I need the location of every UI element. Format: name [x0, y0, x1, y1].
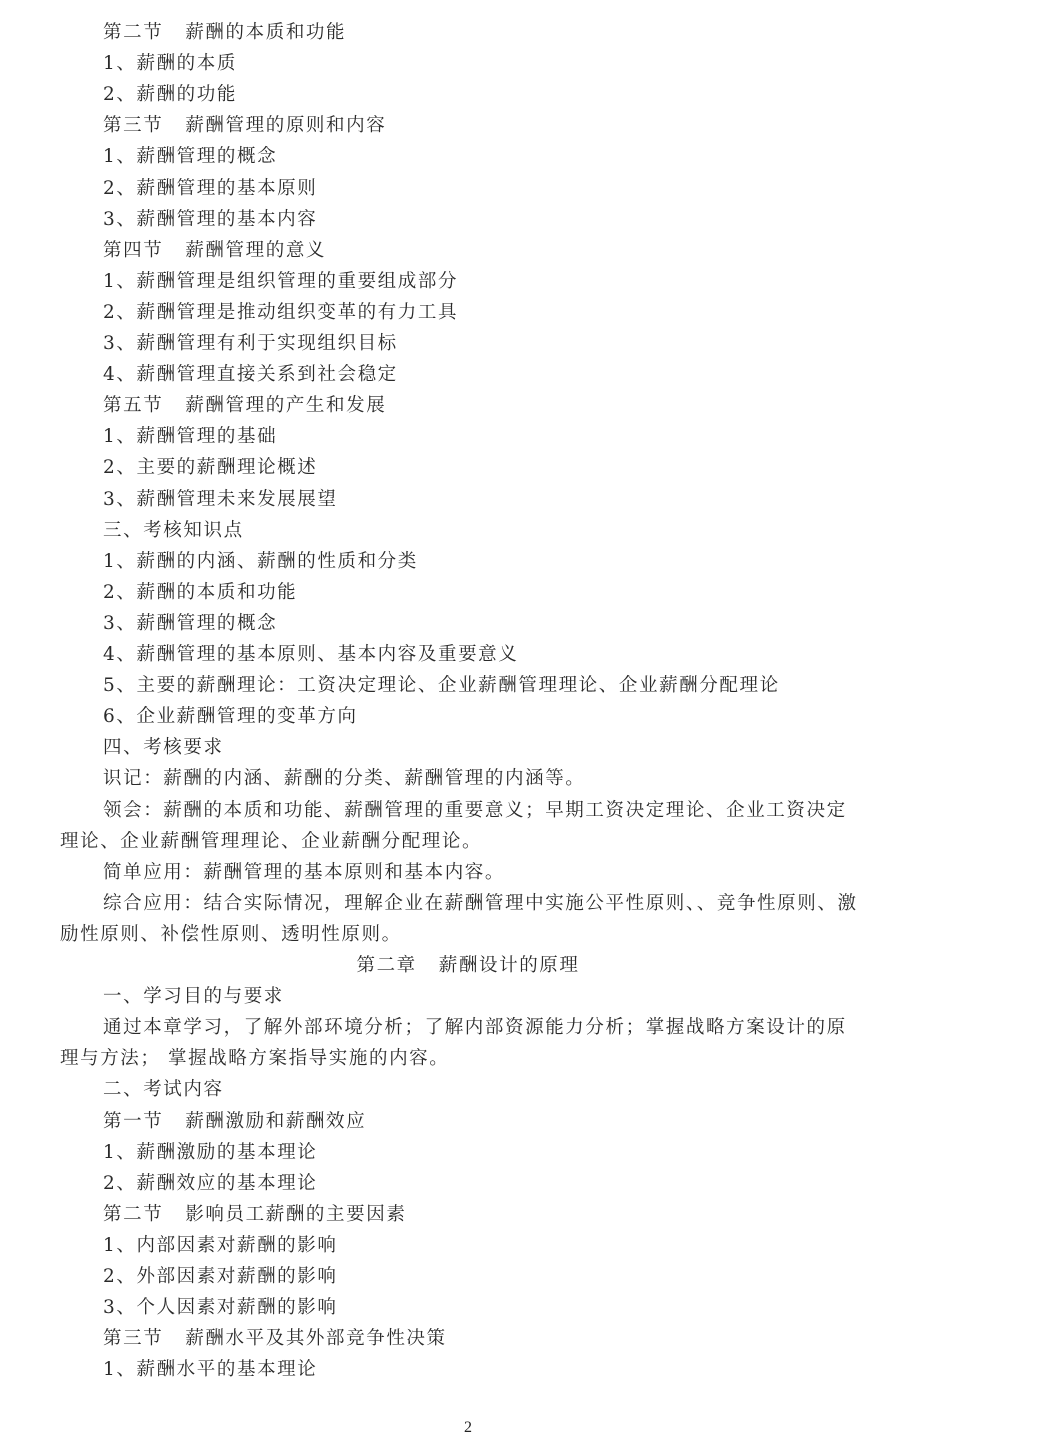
page-number: 2 [464, 1419, 472, 1436]
text-line: 3、薪酬管理的概念 [103, 612, 278, 634]
section-heading [103, 115, 386, 137]
text-line: 1、薪酬的本质 [103, 53, 237, 75]
section-title: 薪酬激励和薪酬效应 [185, 1110, 367, 1132]
text-line: 4、薪酬管理的基本原则、基本内容及重要意义 [103, 644, 519, 665]
text-line: 5、主要的薪酬理论：工资决定理论、企业薪酬管理理论、企业薪酬分配理论 [103, 675, 780, 697]
section-number: 第三节 [103, 115, 164, 137]
paragraph-continuation: 理论、企业薪酬管理理论、企业薪酬分配理论。 [60, 830, 483, 852]
section-title: 薪酬水平及其外部竞争性决策 [185, 1328, 447, 1350]
text-line: 2、薪酬的本质和功能 [103, 581, 298, 603]
section-number: 第五节 [103, 395, 164, 417]
text-line: 四、考核要求 [103, 737, 224, 759]
text-line: 2、薪酬管理的基本原则 [103, 177, 318, 199]
text-line: 1、薪酬管理的概念 [103, 146, 278, 168]
section-title: 薪酬管理的意义 [185, 239, 327, 261]
text-line: 2、薪酬效应的基本理论 [103, 1172, 318, 1194]
chapter-heading [0, 955, 936, 977]
text-line: 1、薪酬的内涵、薪酬的性质和分类 [103, 550, 418, 572]
text-line: 2、薪酬管理是推动组织变革的有力工具 [103, 301, 459, 323]
text-line: 6、企业薪酬管理的变革方向 [103, 706, 358, 728]
text-line: 综合应用：结合实际情况，理解企业在薪酬管理中实施公平性原则、、竞争性原则、激 [103, 892, 858, 914]
text-line: 3、个人因素对薪酬的影响 [103, 1297, 338, 1319]
text-line: 1、薪酬水平的基本理论 [103, 1359, 318, 1381]
text-line: 1、薪酬管理是组织管理的重要组成部分 [103, 270, 459, 292]
section-heading [103, 1204, 406, 1226]
paragraph-continuation: 理与方法； 掌握战略方案指导实施的内容。 [60, 1048, 450, 1070]
text-line: 二、考试内容 [103, 1079, 224, 1101]
text-line: 2、主要的薪酬理论概述 [103, 457, 318, 479]
text-line: 领会：薪酬的本质和功能、薪酬管理的重要意义；早期工资决定理论、企业工资决定 [103, 799, 847, 821]
chapter-title: 薪酬设计的原理 [438, 955, 580, 976]
section-number: 第二节 [103, 1203, 164, 1225]
section-number: 第一节 [103, 1110, 164, 1132]
section-number: 第二节 [103, 22, 164, 43]
section-number: 第三节 [103, 1328, 164, 1350]
text-line: 2、外部因素对薪酬的影响 [103, 1266, 338, 1287]
section-number: 第四节 [103, 239, 164, 261]
text-line: 4、薪酬管理直接关系到社会稳定 [103, 364, 398, 386]
text-line: 1、薪酬管理的基础 [103, 426, 278, 448]
section-title: 薪酬管理的产生和发展 [185, 395, 387, 417]
text-line: 1、内部因素对薪酬的影响 [103, 1234, 338, 1256]
text-line: 识记：薪酬的内涵、薪酬的分类、薪酬管理的内涵等。 [103, 768, 586, 790]
section-title: 薪酬的本质和功能 [185, 22, 347, 43]
paragraph-continuation: 励性原则、补偿性原则、透明性原则。 [60, 923, 402, 945]
section-title: 薪酬管理的原则和内容 [185, 115, 387, 137]
text-line: 通过本章学习，了解外部环境分析；了解内部资源能力分析；掌握战略方案设计的原 [103, 1017, 847, 1039]
chapter-number: 第二章 [356, 955, 417, 976]
text-line: 3、薪酬管理未来发展展望 [103, 488, 338, 510]
section-heading [103, 1328, 447, 1350]
section-heading [103, 395, 386, 417]
text-line: 3、薪酬管理有利于实现组织目标 [103, 333, 398, 354]
text-line: 一、学习目的与要求 [103, 986, 284, 1008]
text-line: 三、考核知识点 [103, 519, 244, 541]
text-line: 简单应用：薪酬管理的基本原则和基本内容。 [103, 861, 506, 883]
section-heading [103, 1111, 366, 1133]
text-line: 1、薪酬激励的基本理论 [103, 1141, 318, 1163]
text-line: 3、薪酬管理的基本内容 [103, 208, 318, 230]
section-heading [103, 240, 326, 262]
section-title: 影响员工薪酬的主要因素 [185, 1203, 407, 1225]
section-heading [103, 22, 346, 44]
text-line: 2、薪酬的功能 [103, 84, 237, 106]
